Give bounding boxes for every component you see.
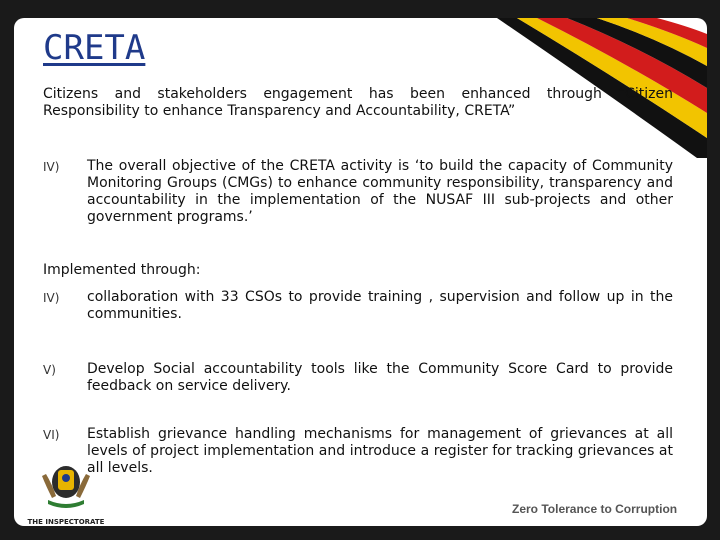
list-item: [43, 289, 673, 323]
objective-number: IV): [43, 160, 60, 174]
list-item-text: Establish grievance handling mechanisms for management of grievances at all levels of project implementation and introduce a register for tracking grievances at all levels.: [87, 426, 673, 476]
list-item-number: V): [43, 363, 56, 377]
objective-text: The overall objective of the CRETA activity is ‘to build the capacity of Community Monitoring Groups (CMGs) to enhance community responsibility, transparency and accountability in the implementation of the NUSAF III sub-projects and other government programs.’: [87, 158, 673, 225]
list-item-number: VI): [43, 428, 60, 442]
list-item: [43, 426, 673, 477]
footer-slogan: Zero Tolerance to Corruption: [512, 502, 678, 516]
implemented-label: Implemented through:: [43, 262, 201, 278]
content-panel: [14, 18, 707, 534]
inspectorate-crest-logo: THE INSPECTORATE OF GOVERNMENT: [26, 454, 106, 526]
list-item-number: IV): [43, 291, 60, 305]
list-item-text: Develop Social accountability tools like the Community Score Card to provide feedback on service delivery.: [87, 361, 673, 394]
intro-paragraph: Citizens and stakeholders engagement has been enhanced through “Citizen Responsibility to enhance Transparency and Accountability, CRETA”: [43, 86, 673, 119]
page-title: CRETA: [43, 28, 146, 68]
svg-text:THE INSPECTORATE: THE INSPECTORATE: [27, 518, 105, 526]
list-item: [43, 361, 673, 395]
objective-item: [43, 158, 673, 226]
list-item-text: collaboration with 33 CSOs to provide training , supervision and follow up in the communities.: [87, 289, 673, 322]
